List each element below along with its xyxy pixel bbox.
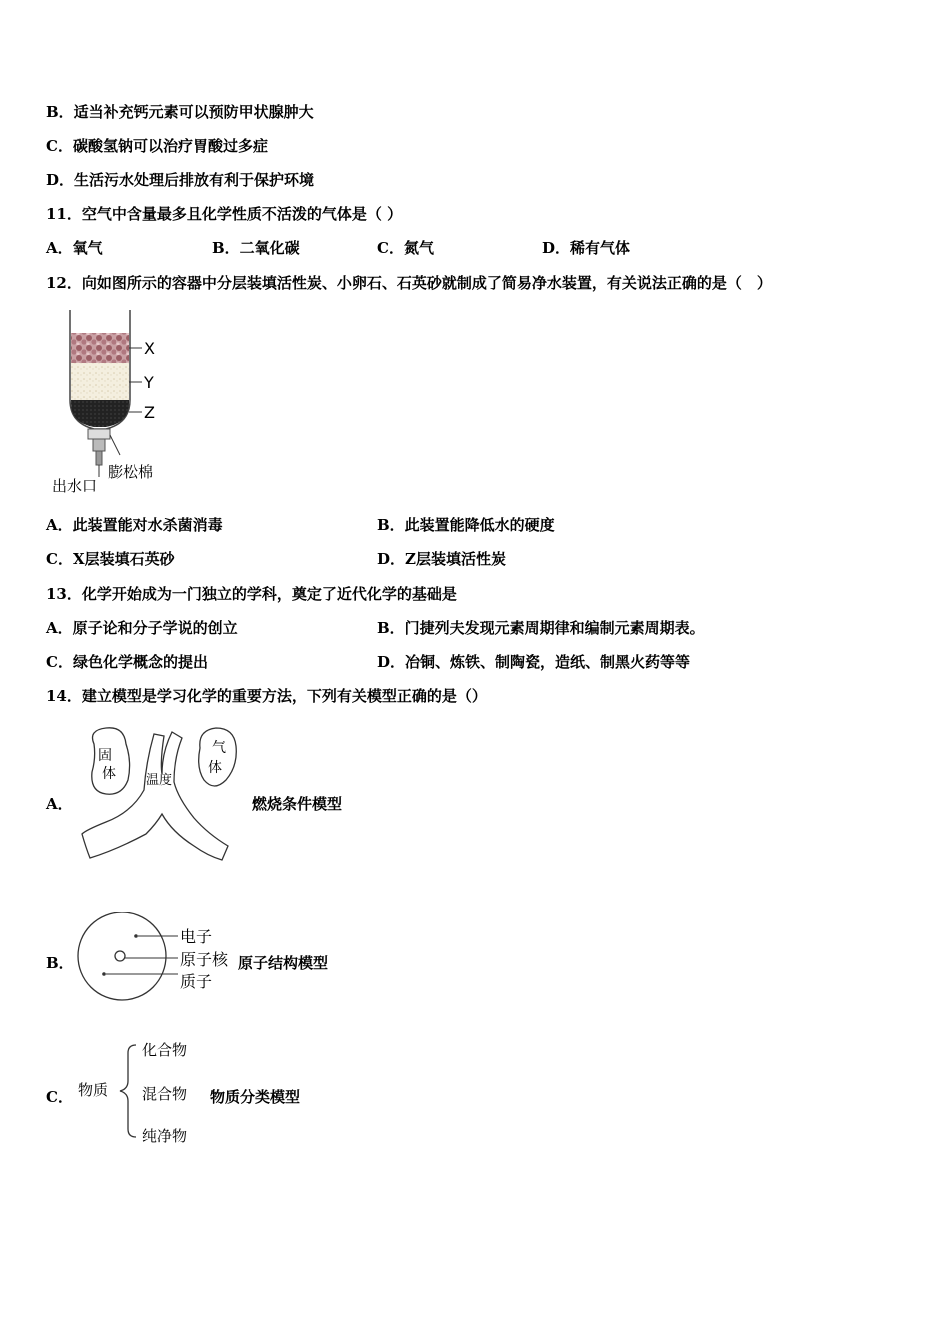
q12-option-a: A．此装置能对水杀菌消毒	[46, 516, 223, 534]
gas-label-1: 气	[212, 740, 226, 756]
proton-label: 质子	[180, 972, 213, 991]
q13-stem: 13．化学开始成为一门独立的学科，奠定了近代化学的基础是	[46, 585, 457, 603]
q14-option-b-letter: B．	[46, 954, 74, 972]
label-outlet: 出水口	[52, 477, 98, 495]
q11-option-a: A．氧气	[46, 239, 103, 257]
q14-option-a-letter: A．	[46, 795, 73, 813]
electron-label: 电子	[180, 927, 213, 946]
q14-option-c-caption: 物质分类模型	[210, 1088, 301, 1106]
q12-option-b: B．此装置能降低水的硬度	[377, 516, 555, 534]
class-item-1: 化合物	[142, 1041, 188, 1059]
layer-y	[71, 363, 129, 400]
q10-option-b: B．适当补充钙元素可以预防甲状腺肿大	[46, 103, 314, 121]
water-filter-figure	[46, 305, 186, 500]
label-cotton: 膨松棉	[108, 463, 154, 481]
solid-label-2: 体	[102, 766, 116, 782]
q12-stem: 12．向如图所示的容器中分层装填活性炭、小卵石、石英砂就制成了简易净水装置，有关说法正确的是（ ）	[46, 274, 772, 292]
q14-option-b-caption: 原子结构模型	[238, 954, 329, 972]
q12-option-c: C．X层装填石英砂	[46, 550, 175, 568]
combustion-model-figure	[76, 722, 246, 867]
q11-option-c: C．氮气	[377, 239, 434, 257]
q13-option-d: D．冶铜、炼铁、制陶瓷，造纸、制黑火药等等	[377, 653, 691, 671]
q14-option-a-caption: 燃烧条件模型	[252, 795, 343, 813]
solid-label-1: 固	[98, 748, 112, 764]
q13-option-b: B．门捷列夫发现元素周期律和编制元素周期表。	[377, 619, 705, 637]
q11-option-b: B．二氧化碳	[212, 239, 300, 257]
label-x: X	[144, 339, 155, 358]
nucleus-label: 原子核	[180, 950, 229, 969]
label-y: Y	[144, 373, 154, 392]
temperature-label: 温度	[146, 773, 173, 788]
q13-option-c: C．绿色化学概念的提出	[46, 653, 208, 671]
q12-option-d: D．Z层装填活性炭	[377, 550, 506, 568]
q14-option-c-letter: C．	[46, 1088, 73, 1106]
q11-stem: 11．空气中含量最多且化学性质不活泼的气体是（ ）	[46, 205, 403, 223]
label-z: Z	[144, 403, 155, 422]
atom-model-figure	[74, 912, 239, 1002]
layer-x	[71, 333, 129, 363]
q13-option-a: A．原子论和分子学说的创立	[46, 619, 238, 637]
classification-model-figure	[76, 1035, 206, 1150]
q11-option-d: D．稀有气体	[542, 239, 631, 257]
q14-stem: 14．建立模型是学习化学的重要方法，下列有关模型正确的是（）	[46, 687, 487, 705]
root-label: 物质	[78, 1081, 109, 1099]
q10-option-d: D．生活污水处理后排放有利于保护环境	[46, 171, 315, 189]
q10-option-c: C．碳酸氢钠可以治疗胃酸过多症	[46, 137, 268, 155]
gas-label-2: 体	[208, 760, 222, 776]
class-item-2: 混合物	[142, 1085, 188, 1103]
class-item-3: 纯净物	[142, 1127, 188, 1145]
